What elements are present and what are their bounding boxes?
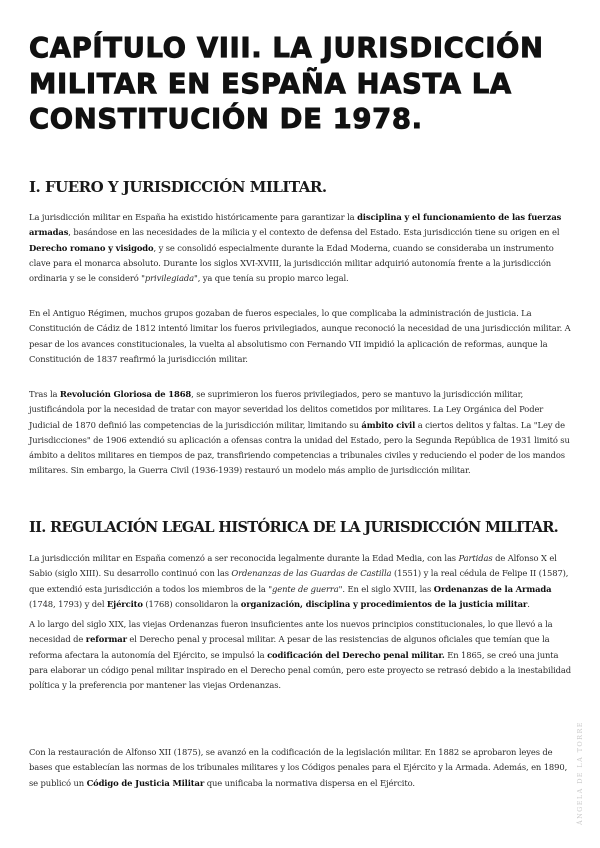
- author-watermark: ÁNGELA DE LA TORRE: [576, 721, 584, 825]
- paragraph-1: La jurisdicción militar en España ha existido históricamente para garantizar la disciplina y el funcionamiento de las fuerzas armadas, basándose en las necesidades de la milicia y el contexto de defensa del Estado. Esta jurisdicción tiene su origen en el Derecho romano y visigodo, y se consolidó especialmente durante la Edad Moderna, cuando se consideraba un instrumento clave para el monarca absoluto. Durante los siglos XVI-XVIII, la jurisdicción militar adquirió autonomía frente a la jurisdicción ordinaria y se le consideró "privilegiada", ya que tenía su propio marco legal.: [29, 212, 562, 284]
- paragraph-3: Tras la Revolución Gloriosa de 1868, se suprimieron los fueros privilegiados, pero se mantuvo la jurisdicción militar, justificándola por la necesidad de tratar con mayor severidad los delitos cometidos por militares. La Ley Orgánica del Poder Judicial de 1870 definió las competencias de la jurisdicción militar, limitando su ámbito civil a ciertos delitos y faltas. La "Ley de Jurisdicciones" de 1906 extendió su aplicación a ofensas contra la unidad del Estado, pero la Segunda República de 1931 limitó su ámbito a delitos militares en tiempos de paz, transfiriendo competencias a tribunales civiles y reduciendo el poder de los mandos militares. Sin embargo, la Guerra Civil (1936-1939) restauró un modelo más amplio de jurisdicción militar.: [29, 389, 570, 476]
- paragraph-2: En el Antiguo Régimen, muchos grupos gozaban de fueros especiales, lo que complicaba la administración de justicia. La Constitución de Cádiz de 1812 intentó limitar los fueros privilegiados, aunque reconoció la necesidad de una jurisdicción militar. A pesar de los avances constitucionales, la vuelta al absolutismo con Fernando VII impidió la aplicación de reformas, aunque la Constitución de 1837 reafirmó la jurisdicción militar.: [29, 308, 571, 364]
- chapter-title: CAPÍTULO VIII. LA JURISDICCIÓN MILITAR EN ESPAÑA HASTA LA CONSTITUCIÓN DE 1978.: [29, 32, 544, 135]
- section-heading-2: II. REGULACIÓN LEGAL HISTÓRICA DE LA JURISDICCIÓN MILITAR.: [29, 519, 559, 536]
- paragraph-5: A lo largo del siglo XIX, las viejas Ordenanzas fueron insuficientes ante los nuevos principios constitucionales, lo que llevó a la necesidad de reformar el Derecho penal y procesal militar. A pesar de las resistencias de algunos oficiales que temían que la reforma afectara la autonomía del Ejército, se impulsó la codificación del Derecho penal militar. En 1865, se creó una junta para elaborar un código penal militar inspirado en el Derecho penal común, pero este proyecto se retrasó debido a la inestabilidad política y la preferencia por mantener las viejas Ordenanzas.: [29, 619, 572, 691]
- section-heading-1: I. FUERO Y JURISDICCIÓN MILITAR.: [29, 178, 327, 196]
- paragraph-6: Con la restauración de Alfonso XII (1875), se avanzó en la codificación de la legislación militar. En 1882 se aprobaron leyes de bases que establecían las normas de los tribunales militares y los Códigos penales para el Ejército y la Armada. Además, en 1890, se publicó un Código de Justicia Militar que unificaba la normativa dispersa en el Ejército.: [29, 747, 568, 788]
- paragraph-4: La jurisdicción militar en España comenzó a ser reconocida legalmente durante la Edad Media, con las Partidas de Alfonso X el Sabio (siglo XIII). Su desarrollo continuó con las Ordenanzas de las Guardas de Castilla (1551) y la real cédula de Felipe II (1587), que extendió esta jurisdicción a todos los miembros de la "gente de guerra". En el siglo XVIII, las Ordenanzas de la Armada (1748, 1793) y del Ejército (1768) consolidaron la organización, disciplina y procedimientos de la justicia militar.: [29, 553, 569, 609]
